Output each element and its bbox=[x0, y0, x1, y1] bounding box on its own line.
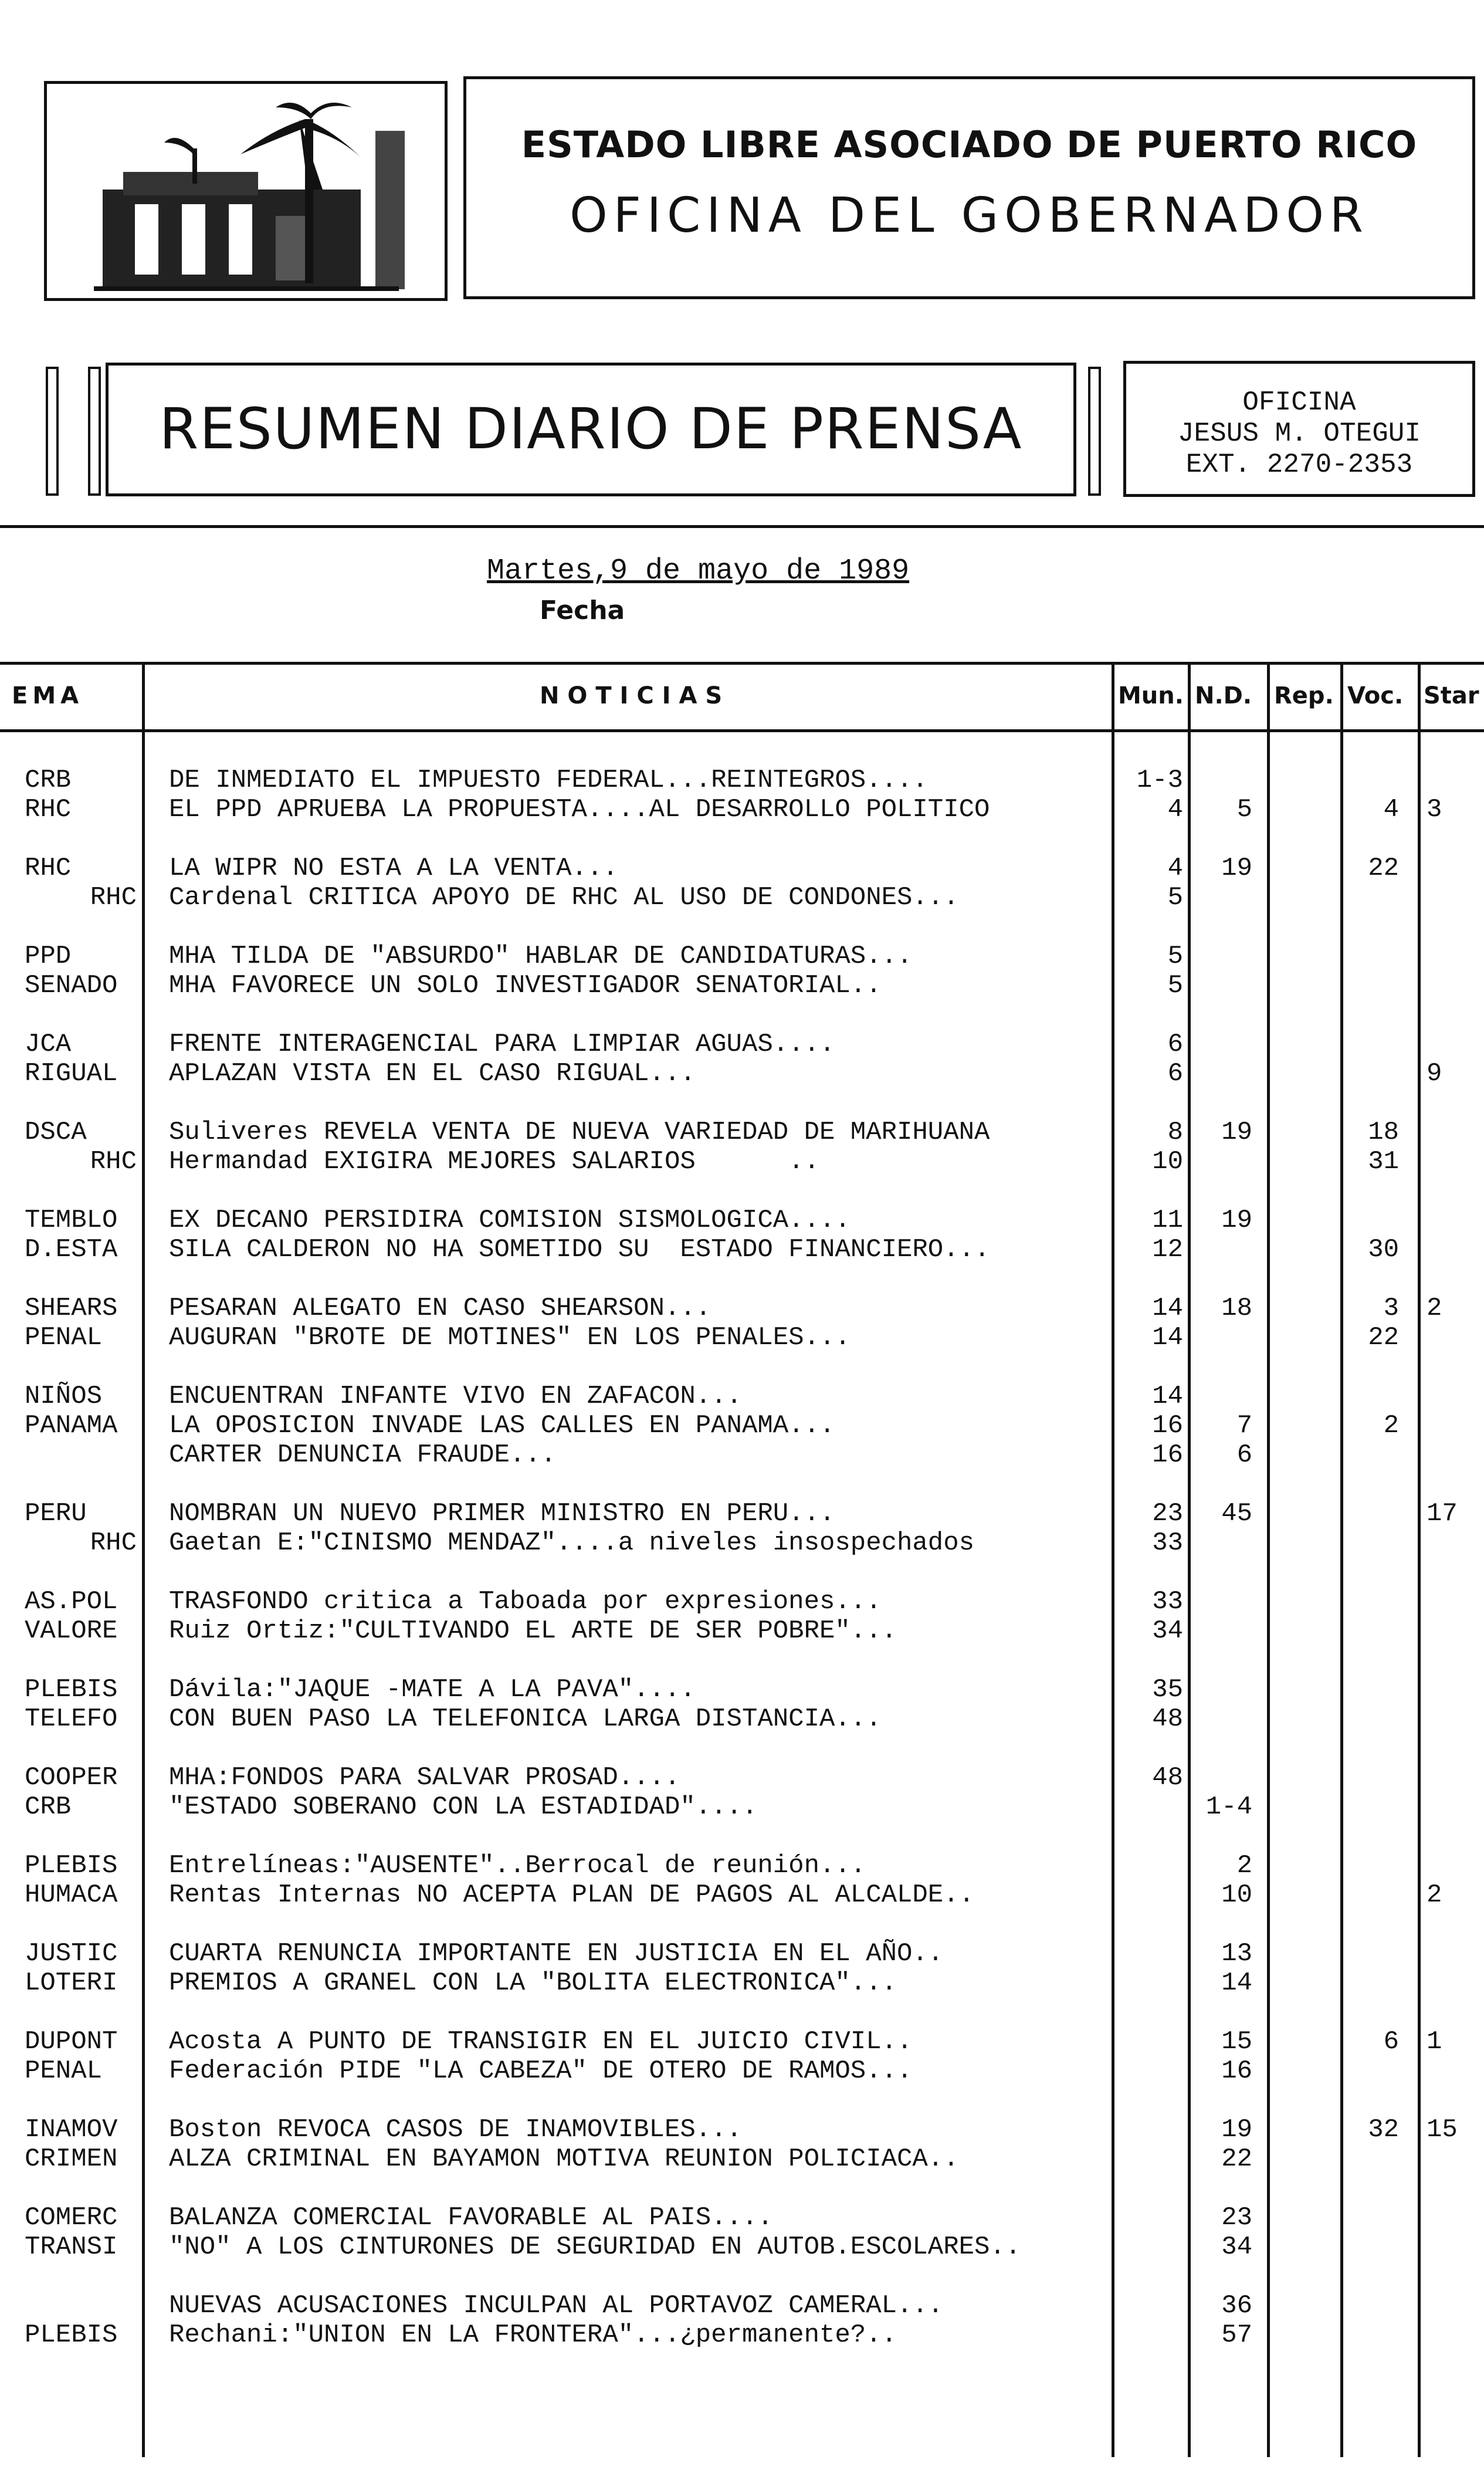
row-nd: 16 bbox=[1221, 2056, 1252, 2086]
row-nd: 6 bbox=[1236, 1440, 1252, 1470]
row-mun: 35 bbox=[1152, 1675, 1183, 1704]
row-headline: Suliveres REVELA VENTA DE NUEVA VARIEDAD DE MARIHUANA bbox=[169, 1118, 990, 1147]
page-title: RESUMEN DIARIO DE PRENSA bbox=[159, 396, 1023, 462]
row-mun: 4 bbox=[1167, 795, 1183, 824]
row-tema: RHC bbox=[25, 854, 72, 883]
row-tema: AS.POL bbox=[25, 1587, 118, 1616]
row-tema: DSCA bbox=[25, 1118, 87, 1147]
row-tema: NIÑOS bbox=[25, 1382, 103, 1411]
col-header-nd: N.D. bbox=[1195, 682, 1252, 709]
row-voc: 3 bbox=[1383, 1294, 1399, 1323]
row-star: 15 bbox=[1427, 2115, 1458, 2144]
row-star: 2 bbox=[1427, 1880, 1442, 1910]
row-mun: 33 bbox=[1152, 1528, 1183, 1558]
row-voc: 18 bbox=[1368, 1118, 1399, 1147]
col-header-mun: Mun. bbox=[1118, 682, 1184, 709]
row-tema: TEMBLO bbox=[25, 1206, 118, 1235]
office-line-2: JESUS M. OTEGUI bbox=[1177, 418, 1421, 449]
row-mun: 6 bbox=[1167, 1030, 1183, 1059]
row-voc: 30 bbox=[1368, 1235, 1399, 1264]
row-headline: MHA TILDA DE "ABSURDO" HABLAR DE CANDIDATURAS... bbox=[169, 942, 913, 971]
table-top-rule bbox=[0, 662, 1484, 665]
row-headline: Cardenal CRITICA APOYO DE RHC AL USO DE CONDONES... bbox=[169, 883, 959, 912]
col-divider-tema bbox=[142, 662, 145, 2457]
row-star: 1 bbox=[1427, 2027, 1442, 2056]
row-tema: PENAL bbox=[25, 2056, 103, 2086]
col-header-noticias: N O T I C I A S bbox=[540, 682, 723, 709]
row-mun: 8 bbox=[1167, 1118, 1183, 1147]
row-headline: Boston REVOCA CASOS DE INAMOVIBLES... bbox=[169, 2115, 742, 2144]
row-mun: 11 bbox=[1152, 1206, 1183, 1235]
row-voc: 4 bbox=[1383, 795, 1399, 824]
row-headline: Dávila:"JAQUE -MATE A LA PAVA".... bbox=[169, 1675, 696, 1704]
row-mun: 23 bbox=[1152, 1499, 1183, 1528]
row-headline: Acosta A PUNTO DE TRANSIGIR EN EL JUICIO CIVIL.. bbox=[169, 2027, 913, 2056]
col-header-rep: Rep. bbox=[1274, 682, 1334, 709]
row-nd: 19 bbox=[1221, 2115, 1252, 2144]
row-mun: 48 bbox=[1152, 1763, 1183, 1792]
row-headline: AUGURAN "BROTE DE MOTINES" EN LOS PENALES... bbox=[169, 1323, 851, 1352]
col-divider-mun bbox=[1188, 662, 1191, 2457]
col-divider-noticias bbox=[1112, 662, 1114, 2457]
row-headline: PREMIOS A GRANEL CON LA "BOLITA ELECTRONICA"... bbox=[169, 1968, 897, 1998]
row-headline: Federación PIDE "LA CABEZA" DE OTERO DE RAMOS... bbox=[169, 2056, 913, 2086]
row-mun: 48 bbox=[1152, 1704, 1183, 1734]
row-voc: 31 bbox=[1368, 1147, 1399, 1176]
table-header-rule bbox=[0, 729, 1484, 732]
row-headline: LA WIPR NO ESTA A LA VENTA... bbox=[169, 854, 618, 883]
row-nd: 45 bbox=[1221, 1499, 1252, 1528]
logo-box bbox=[44, 81, 448, 301]
row-mun: 1-3 bbox=[1136, 766, 1183, 795]
header-divider bbox=[0, 525, 1484, 528]
row-mun: 10 bbox=[1152, 1147, 1183, 1176]
row-tema: RHC bbox=[25, 795, 72, 824]
row-nd: 10 bbox=[1221, 1880, 1252, 1910]
title-bar-left-1 bbox=[46, 367, 59, 496]
title-box bbox=[106, 363, 1076, 496]
row-tema: CRIMEN bbox=[25, 2144, 118, 2174]
row-tema: PLEBIS bbox=[25, 2320, 118, 2350]
row-tema: PLEBIS bbox=[25, 1675, 118, 1704]
row-headline: CUARTA RENUNCIA IMPORTANTE EN JUSTICIA EN EL AÑO.. bbox=[169, 1939, 944, 1968]
office-line-1: OFICINA bbox=[1242, 387, 1356, 418]
row-headline: ENCUENTRAN INFANTE VIVO EN ZAFACON... bbox=[169, 1382, 742, 1411]
row-mun: 14 bbox=[1152, 1323, 1183, 1352]
row-tema: PPD bbox=[25, 942, 72, 971]
row-tema: PLEBIS bbox=[25, 1851, 118, 1880]
row-voc: 6 bbox=[1383, 2027, 1399, 2056]
row-tema: SENADO bbox=[25, 971, 118, 1000]
row-nd: 57 bbox=[1221, 2320, 1252, 2350]
header-line1: ESTADO LIBRE ASOCIADO DE PUERTO RICO bbox=[521, 123, 1418, 166]
row-headline: EX DECANO PERSIDIRA COMISION SISMOLOGICA.... bbox=[169, 1206, 851, 1235]
row-nd: 19 bbox=[1221, 854, 1252, 883]
header-box bbox=[463, 76, 1475, 299]
row-headline: Gaetan E:"CINISMO MENDAZ"....a niveles insospechados bbox=[169, 1528, 975, 1558]
row-voc: 2 bbox=[1383, 1411, 1399, 1440]
row-tema: PANAMA bbox=[25, 1411, 118, 1440]
date-value: Martes,9 de mayo de 1989 bbox=[487, 554, 910, 588]
row-tema: SHEARS bbox=[25, 1294, 118, 1323]
row-voc: 22 bbox=[1368, 854, 1399, 883]
row-nd: 34 bbox=[1221, 2232, 1252, 2262]
row-headline: "NO" A LOS CINTURONES DE SEGURIDAD EN AUTOB.ESCOLARES.. bbox=[169, 2232, 1021, 2262]
row-tema: RHC bbox=[90, 1147, 137, 1176]
row-star: 9 bbox=[1427, 1059, 1442, 1088]
row-mun: 5 bbox=[1167, 883, 1183, 912]
row-tema: JCA bbox=[25, 1030, 72, 1059]
row-mun: 12 bbox=[1152, 1235, 1183, 1264]
row-headline: Ruiz Ortiz:"CULTIVANDO EL ARTE DE SER POBRE"... bbox=[169, 1616, 897, 1646]
col-divider-rep bbox=[1340, 662, 1343, 2457]
col-header-star: Star bbox=[1424, 682, 1479, 709]
row-tema: RHC bbox=[90, 883, 137, 912]
office-box bbox=[1123, 361, 1475, 497]
row-tema: DUPONT bbox=[25, 2027, 118, 2056]
row-tema: COOPER bbox=[25, 1763, 118, 1792]
row-headline: Rentas Internas NO ACEPTA PLAN DE PAGOS AL ALCALDE.. bbox=[169, 1880, 975, 1910]
row-headline: CARTER DENUNCIA FRAUDE... bbox=[169, 1440, 557, 1470]
row-tema: CRB bbox=[25, 1792, 72, 1822]
header-line2: OFICINA DEL GOBERNADOR bbox=[570, 188, 1369, 243]
row-headline: SILA CALDERON NO HA SOMETIDO SU ESTADO FINANCIERO... bbox=[169, 1235, 990, 1264]
row-headline: LA OPOSICION INVADE LAS CALLES EN PANAMA... bbox=[169, 1411, 835, 1440]
row-tema: TELEFO bbox=[25, 1704, 118, 1734]
row-mun: 14 bbox=[1152, 1382, 1183, 1411]
row-headline: "ESTADO SOBERANO CON LA ESTADIDAD".... bbox=[169, 1792, 758, 1822]
row-tema: INAMOV bbox=[25, 2115, 118, 2144]
row-nd: 14 bbox=[1221, 1968, 1252, 1998]
row-nd: 36 bbox=[1221, 2291, 1252, 2320]
row-headline: APLAZAN VISTA EN EL CASO RIGUAL... bbox=[169, 1059, 696, 1088]
col-header-voc: Voc. bbox=[1347, 682, 1404, 709]
row-headline: FRENTE INTERAGENCIAL PARA LIMPIAR AGUAS.... bbox=[169, 1030, 835, 1059]
row-mun: 5 bbox=[1167, 942, 1183, 971]
row-headline: CON BUEN PASO LA TELEFONICA LARGA DISTANCIA... bbox=[169, 1704, 882, 1734]
row-nd: 13 bbox=[1221, 1939, 1252, 1968]
row-headline: NUEVAS ACUSACIONES INCULPAN AL PORTAVOZ CAMERAL... bbox=[169, 2291, 944, 2320]
row-star: 17 bbox=[1427, 1499, 1458, 1528]
row-headline: BALANZA COMERCIAL FAVORABLE AL PAIS.... bbox=[169, 2203, 773, 2232]
row-tema: COMERC bbox=[25, 2203, 118, 2232]
col-divider-voc bbox=[1418, 662, 1421, 2457]
row-nd: 19 bbox=[1221, 1118, 1252, 1147]
row-tema: RHC bbox=[90, 1528, 137, 1558]
palace-logo-icon bbox=[47, 84, 445, 298]
row-headline: NOMBRAN UN NUEVO PRIMER MINISTRO EN PERU... bbox=[169, 1499, 835, 1528]
row-headline: Hermandad EXIGIRA MEJORES SALARIOS .. bbox=[169, 1147, 819, 1176]
row-nd: 5 bbox=[1236, 795, 1252, 824]
row-mun: 16 bbox=[1152, 1411, 1183, 1440]
row-mun: 5 bbox=[1167, 971, 1183, 1000]
row-headline: EL PPD APRUEBA LA PROPUESTA....AL DESARROLLO POLITICO bbox=[169, 795, 990, 824]
date-label: Fecha bbox=[540, 596, 625, 625]
row-tema: PENAL bbox=[25, 1323, 103, 1352]
row-mun: 33 bbox=[1152, 1587, 1183, 1616]
row-tema: D.ESTA bbox=[25, 1235, 118, 1264]
row-star: 3 bbox=[1427, 795, 1442, 824]
row-headline: Entrelíneas:"AUSENTE"..Berrocal de reunión... bbox=[169, 1851, 866, 1880]
row-tema: LOTERI bbox=[25, 1968, 118, 1998]
row-headline: Rechani:"UNION EN LA FRONTERA"...¿permanente?.. bbox=[169, 2320, 897, 2350]
row-tema: CRB bbox=[25, 766, 72, 795]
row-nd: 18 bbox=[1221, 1294, 1252, 1323]
row-tema: PERU bbox=[25, 1499, 87, 1528]
row-nd: 2 bbox=[1236, 1851, 1252, 1880]
office-line-3: EXT. 2270-2353 bbox=[1185, 449, 1413, 480]
row-headline: MHA:FONDOS PARA SALVAR PROSAD.... bbox=[169, 1763, 680, 1792]
row-headline: PESARAN ALEGATO EN CASO SHEARSON... bbox=[169, 1294, 711, 1323]
col-divider-nd bbox=[1267, 662, 1270, 2457]
row-headline: ALZA CRIMINAL EN BAYAMON MOTIVA REUNION POLICIACA.. bbox=[169, 2144, 959, 2174]
title-bar-right-1 bbox=[1088, 367, 1101, 496]
row-tema: HUMACA bbox=[25, 1880, 118, 1910]
row-tema: VALORE bbox=[25, 1616, 118, 1646]
row-voc: 22 bbox=[1368, 1323, 1399, 1352]
row-nd: 23 bbox=[1221, 2203, 1252, 2232]
row-mun: 6 bbox=[1167, 1059, 1183, 1088]
row-star: 2 bbox=[1427, 1294, 1442, 1323]
row-tema: TRANSI bbox=[25, 2232, 118, 2262]
row-mun: 16 bbox=[1152, 1440, 1183, 1470]
row-nd: 19 bbox=[1221, 1206, 1252, 1235]
row-nd: 7 bbox=[1236, 1411, 1252, 1440]
row-mun: 4 bbox=[1167, 854, 1183, 883]
title-bar-left-2 bbox=[88, 367, 101, 496]
row-nd: 15 bbox=[1221, 2027, 1252, 2056]
row-mun: 14 bbox=[1152, 1294, 1183, 1323]
row-voc: 32 bbox=[1368, 2115, 1399, 2144]
row-mun: 34 bbox=[1152, 1616, 1183, 1646]
row-headline: DE INMEDIATO EL IMPUESTO FEDERAL...REINTEGROS.... bbox=[169, 766, 928, 795]
row-tema: JUSTIC bbox=[25, 1939, 118, 1968]
row-nd: 1-4 bbox=[1205, 1792, 1252, 1822]
row-tema: RIGUAL bbox=[25, 1059, 118, 1088]
row-headline: TRASFONDO critica a Taboada por expresiones... bbox=[169, 1587, 882, 1616]
row-nd: 22 bbox=[1221, 2144, 1252, 2174]
row-headline: MHA FAVORECE UN SOLO INVESTIGADOR SENATORIAL.. bbox=[169, 971, 882, 1000]
col-header-tema: EMA bbox=[12, 682, 84, 709]
